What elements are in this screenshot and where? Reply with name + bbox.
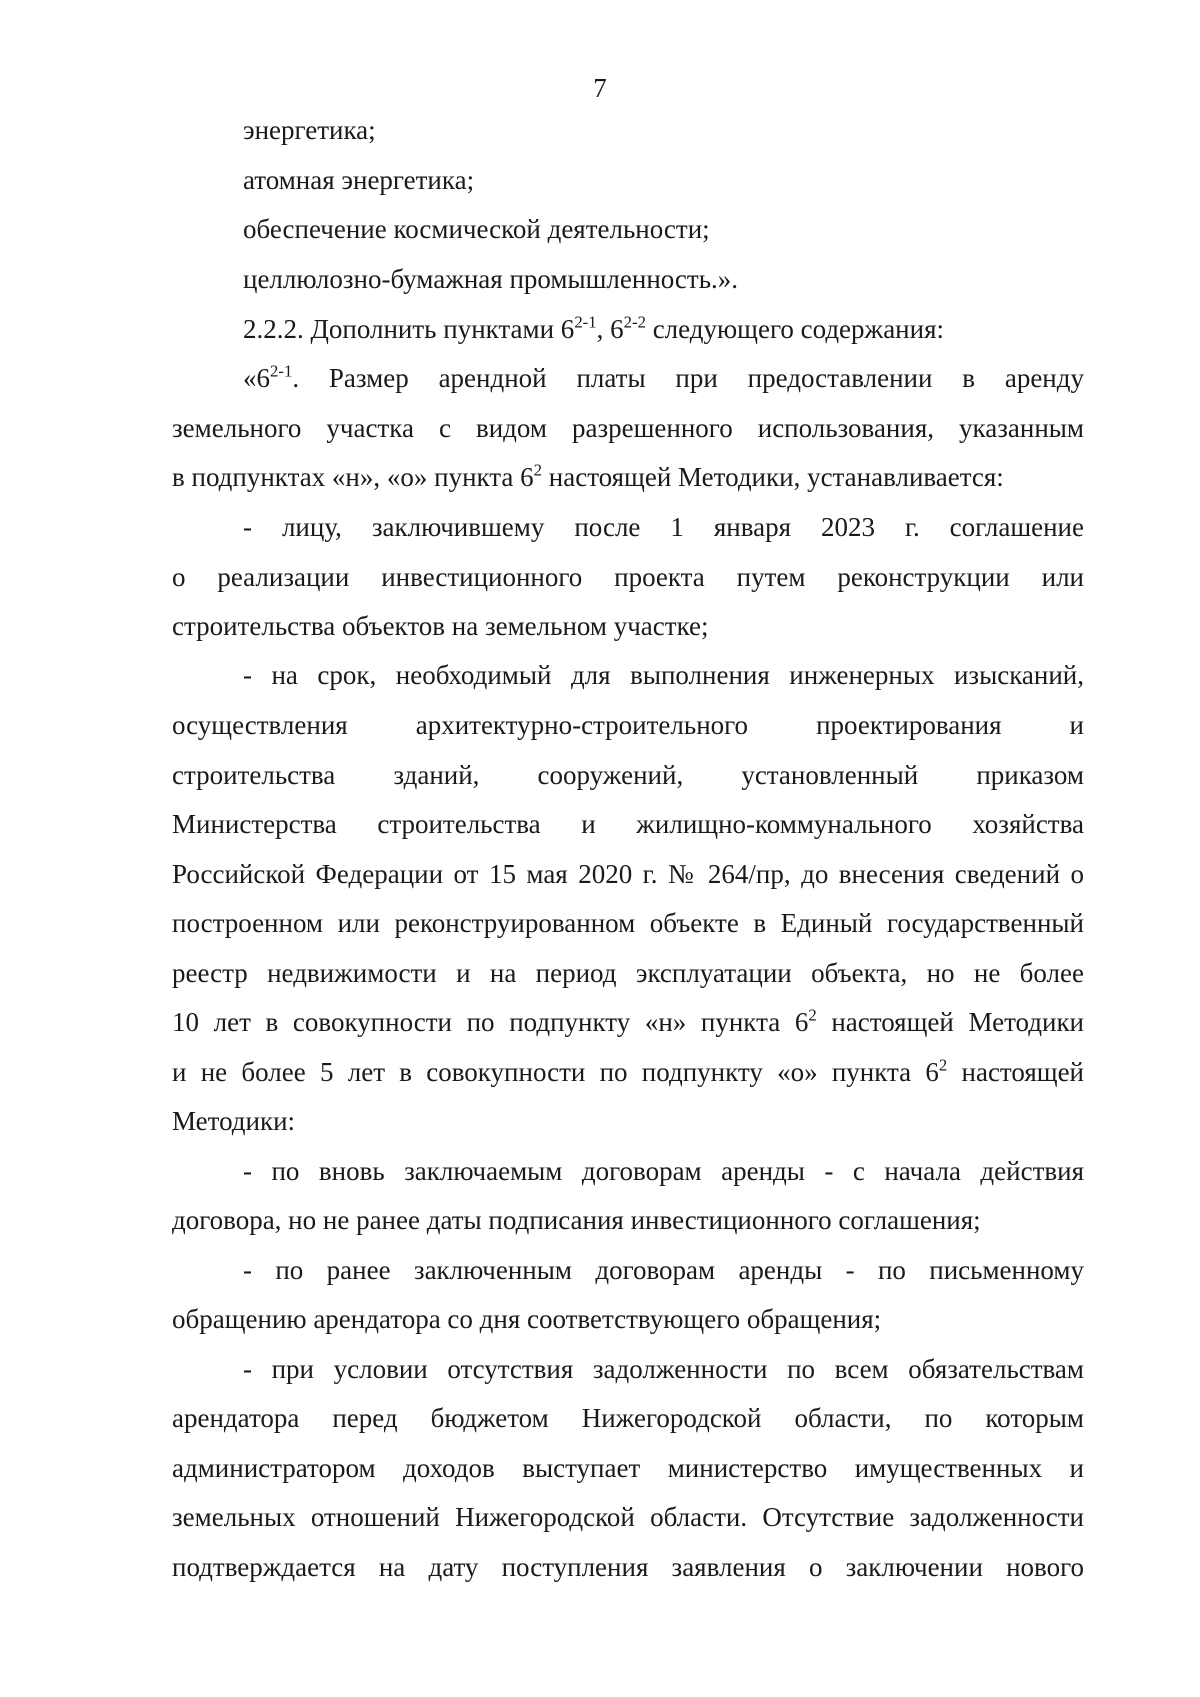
text-line: - лицу, заключившему после 1 января 2023 г. соглашение — [243, 512, 1084, 542]
text-line: осуществления архитектурно-строительного проектирования и — [172, 710, 1084, 740]
text-line: атомная энергетика; — [243, 165, 475, 195]
page-number: 7 — [593, 73, 607, 103]
text-line: о реализации инвестиционного проекта путем реконструкции или — [172, 562, 1084, 592]
text-line: построенном или реконструированном объекте в Единый государственный — [172, 908, 1084, 938]
text-line: подтверждается на дату поступления заявления о заключении нового — [172, 1552, 1084, 1582]
text-line: земельных отношений Нижегородской области. Отсутствие задолженности — [172, 1502, 1084, 1532]
text-line: земельного участка с видом разрешенного использования, указанным — [172, 413, 1084, 443]
text-line: и не более 5 лет в совокупности по подпункту «о» пункта $6^2$ настоящей — [172, 1055, 1084, 1087]
text-line: целлюлозно-бумажная промышленность.». — [243, 264, 739, 294]
text-line: договора, но не ранее даты подписания инвестиционного соглашения; — [172, 1205, 981, 1235]
text-line: - по вновь заключаемым договорам аренды - с начала действия — [243, 1156, 1084, 1186]
text-line: Российской Федерации от 15 мая 2020 г. № 264/пр, до внесения сведений о — [172, 859, 1084, 889]
text-line: - при условии отсутствия задолженности по всем обязательствам — [243, 1354, 1084, 1384]
text-line: - по ранее заключенным договорам аренды - по письменному — [243, 1255, 1084, 1285]
text-line: 10 лет в совокупности по подпункту «н» пункта $6^2$ настоящей Методики — [172, 1005, 1084, 1037]
text-line: строительства зданий, сооружений, установленный приказом — [172, 760, 1084, 790]
text-line: строительства объектов на земельном участке; — [172, 611, 709, 641]
text-line: реестр недвижимости и на период эксплуатации объекта, но не более — [172, 958, 1084, 988]
text-line: обращению арендатора со дня соответствующего обращения; — [172, 1304, 882, 1334]
text-line: обеспечение космической деятельности; — [243, 214, 710, 244]
text-line: администратором доходов выступает министерство имущественных и — [172, 1453, 1084, 1483]
text-line: энергетика; — [243, 115, 376, 145]
text-line: «6$^{2-1}$. Размер арендной платы при предоставлении в аренду — [243, 361, 1084, 393]
text-line: арендатора перед бюджетом Нижегородской области, по которым — [172, 1403, 1084, 1433]
text-line: Методики: — [172, 1106, 296, 1136]
text-line: Министерства строительства и жилищно-коммунального хозяйства — [172, 809, 1084, 839]
text-line: - на срок, необходимый для выполнения инженерных изысканий, — [243, 660, 1084, 690]
text-line: 2.2.2. Дополнить пунктами 6$^{2-1}$, 6$^{2-2}$ следующего содержания: — [243, 312, 944, 344]
text-line: в подпунктах «н», «о» пункта $6^2$ настоящей Методики, устанавливается: — [172, 460, 1004, 492]
